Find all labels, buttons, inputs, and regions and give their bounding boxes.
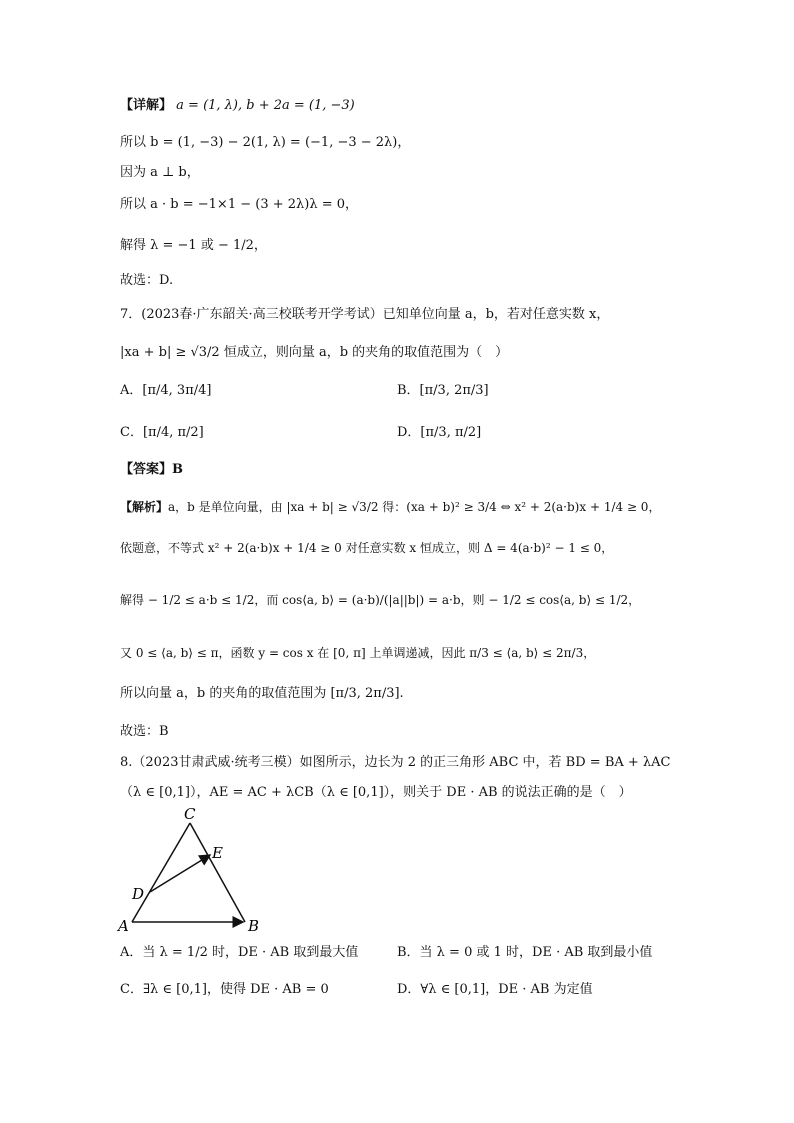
question-7-analysis-3: 解得 − 1/2 ≤ a·b ≤ 1/2，而 cos⟨a, b⟩ = (a·b)/(|a||b|) = a·b，则 − 1/2 ≤ cos⟨a, b⟩ ≤ 1/2， — [120, 593, 641, 607]
detail-expression: a = (1, λ), b + 2a = (1, −3) — [176, 98, 355, 113]
question-8-option-c: C．∃λ ∈ [0,1]，使得 DE · AB = 0 — [120, 982, 329, 997]
question-7-analysis-1 — [120, 497, 660, 517]
question-7-analysis-5: 所以向量 a，b 的夹角的取值范围为 [π/3, 2π/3]. — [120, 686, 404, 701]
detail-tag: 【详解】 — [120, 98, 173, 113]
point-label-e: E — [212, 844, 223, 862]
question-7-analysis-2: 依题意，不等式 x² + 2(a·b)x + 1/4 ≥ 0 对任意实数 x 恒成立，则 Δ = 4(a·b)² − 1 ≤ 0， — [120, 541, 614, 555]
question-7-stem-1: 7．(2023春·广东韶关·高三校联考开学考试）已知单位向量 a，b，若对任意实数 x， — [120, 307, 610, 322]
solution-line-4: 所以 a · b = −1×1 − (3 + 2λ)λ = 0， — [120, 197, 358, 212]
analysis-tag: 【解析】 — [120, 500, 169, 514]
question-8-option-a: A．当 λ = 1/2 时，DE · AB 取到最大值 — [120, 945, 359, 960]
question-7-stem-2: |xa + b| ≥ √3/2 恒成立，则向量 a，b 的夹角的取值范围为（ ） — [120, 345, 509, 360]
analysis-text: a，b 是单位向量，由 |xa + b| ≥ √3/2 得：(xa + b)² ≥ 3/4 ⇔ x² + 2(a·b)x + 1/4 ≥ 0， — [168, 500, 661, 514]
question-7-option-c: C．[π/4, π/2] — [120, 425, 204, 440]
point-label-d: D — [132, 885, 145, 903]
question-7-analysis-4: 又 0 ≤ ⟨a, b⟩ ≤ π，函数 y = cos x 在 [0, π] 上单调递减，因此 π/3 ≤ ⟨a, b⟩ ≤ 2π/3， — [120, 646, 596, 660]
triangle-figure — [112, 805, 272, 935]
vertex-label-b: B — [248, 917, 260, 935]
question-7-option-b: B．[π/3, 2π/3] — [397, 383, 489, 398]
vertex-label-a: A — [118, 917, 129, 935]
question-7-choice: 故选：B — [120, 724, 169, 739]
solution-line-3: 因为 a ⊥ b， — [120, 165, 200, 180]
question-8-option-b: B．当 λ = 0 或 1 时，DE · AB 取到最小值 — [397, 945, 653, 960]
question-8-stem-1: 8.（2023甘肃武威·统考三模）如图所示，边长为 2 的正三角形 ABC 中，若 BD = BA + λAC — [120, 755, 671, 770]
side-bc — [190, 823, 245, 922]
question-7-option-d: D．[π/3, π/2] — [397, 425, 482, 440]
question-8-stem-2: （λ ∈ [0,1]），AE = AC + λCB（λ ∈ [0,1]），则关于 DE · AB 的说法正确的是（ ） — [120, 785, 632, 800]
solution-line-2: 所以 b = (1, −3) − 2(1, λ) = (−1, −3 − 2λ)， — [120, 135, 411, 150]
solution-line-5: 解得 λ = −1 或 − 1/2， — [120, 238, 267, 253]
question-7-answer: 【答案】B — [120, 462, 183, 477]
detail-line — [120, 96, 355, 116]
vector-de — [150, 855, 210, 892]
solution-choice: 故选：D. — [120, 273, 174, 288]
question-7-option-a: A．[π/4, 3π/4] — [120, 383, 212, 398]
vertex-label-c: C — [184, 805, 196, 823]
question-8-option-d: D．∀λ ∈ [0,1]，DE · AB 为定值 — [397, 982, 593, 997]
